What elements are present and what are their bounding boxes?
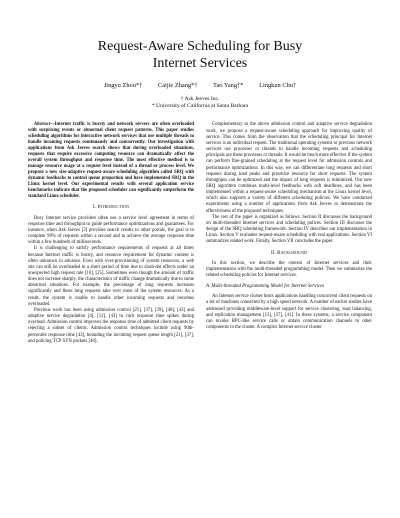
author-name: Lingkun Chu† (259, 82, 297, 89)
paragraph: Busy Internet service providers often use a service level agreement in terms of response time and throughput to guide performance optimizations and guarantees. For instance, when Ask Jeeves [2] provides search results to other portals, the goal is to complete 99% of requests within a second and to achieve the average response time within a few hundreds of milliseconds. (28, 215, 194, 246)
author-list (28, 82, 372, 90)
paragraph: An Internet service cluster hosts applications handling concurrent client requests on a set of machines connected by a high speed network. A number of earlier studies have addressed providing middleware-level support for service clustering, load balancing, and replication management [13], [37], [41]. In these systems, a service component can invoke RPC-like service calls or obtain communication channels to other components in the cluster. A complex Internet service cluster (206, 294, 372, 331)
affiliations (28, 96, 372, 110)
author-name: Jingyu Zhou*† (103, 82, 143, 89)
author-name: Caijie Zhang*† (157, 82, 198, 89)
section-heading: I. Introduction (92, 205, 130, 211)
paragraph: The rest of the paper is organized as follows. Section II discusses the background on multi-threaded Internet services and scheduling polices. Section III discusses the design of the SRQ scheduling framework. Section IV describes our implementation in Linux. Section V evaluates request-aware scheduling with real applications. Section VI summarizes related work. Finally, Section VII concludes the paper. (206, 214, 372, 245)
abstract-text: Internet traffic is bursty and network servers are often overloaded with surprising events or abnormal client request patterns. This paper studies scheduling algorithms for interactive network services that use multiple threads to handle incoming requests continuously and concurrently. Our investigation with applications from Ask Jeeves search shows that during overloaded situations, requests that require excessive computing resource can dramatically affect the overall system throughput and response time. The most effective method is to manage resource usage at a request level instead of a thread or process level. We propose a new size-adaptive request-aware scheduling algorithm called SRQ with dynamic feedbacks to control queue proportion and have implemented SRQ in the Linux kernel level. Our experimental results with several application service benchmarks indicate that the proposed scheduler can significantly outperform the standard Linux scheduler. (28, 122, 194, 200)
abstract-lead: Abstract— (34, 122, 55, 128)
paragraph: In this section, we describe the context of Internet services and their implementation with the multi-threaded programming model. Then we summarize the related scheduling policies for Internet services. (206, 260, 372, 278)
body-columns (28, 122, 372, 344)
subsection-heading: A. Multi-threaded Programming Model for Internet Services (206, 284, 325, 290)
section-heading: II. Background (270, 250, 308, 256)
paragraph: Previous work has been using admission control [21], [37], [39], [40], [43] and adaptive service degradation [4], [12], [43] to curb response time spikes during overload. Admission control improves the response time of admitted client requests by rejecting a subset of clients. Admission control techniques include using 90th-percentile response time [43], bounding the incoming request queue length [21], [37], and policing TCP SYN packets [40]. (28, 307, 194, 344)
paper-title: Request-Aware Scheduling for Busy Internet Services (97, 39, 303, 71)
abstract (28, 122, 194, 200)
paragraph: It is challenging to satisfy performance requirements of requests at all times because Internet traffic is bursty, and resource requirement for dynamic content is often unknown in advance. Even with over-provisioning of system resources, a web site can still be overloaded in a short period of time due to slash-dot effects under an unexpected high request rate [10], [25]. Sometimes even though the amount of traffic does not increase sharply, the characteristics of traffic change dramatically due to some abnormal situations. For example, the percentage of long requests increases significantly and these long requests take over most of the system resources. As a result, the system is unable to handle other incoming requests and becomes overloaded. (28, 246, 194, 307)
right-column (206, 122, 372, 344)
affiliation: † Ask Jeeves Inc. (180, 96, 220, 102)
author-name: Tao Yang†* (213, 82, 244, 89)
left-column (28, 122, 194, 344)
paragraph: Complementary to the above admission control and adaptive service degradation work, we propose a request-aware scheduling approach for improving quality of service. This comes from the observation that the scheduling principal for Internet services is an individual request. The traditional operating systems or previous network services use processes or threads to handle incoming requests and scheduling principals are these processes or threads. It would be much more effective if the system can perform fine-grained scheduling at the request level for admission controls and performance optimizations. In this way, we can differentiate long requests and short requests during load peaks and prioritize resource for short requests. The system throughput can be optimized and the impact of long requests is minimized. Our new SRQ algorithm combines multi-level feedbacks with soft deadlines, and has been implemented within a request-aware scheduling mechanism at the Linux kernel level, which also supports a variety of different scheduling policies. We have conducted experiments using a number of applications from Ask Jeeves to demonstrate the effectiveness of the proposed techniques. (206, 122, 372, 214)
affiliation: * University of California at Santa Barbara (151, 103, 249, 110)
